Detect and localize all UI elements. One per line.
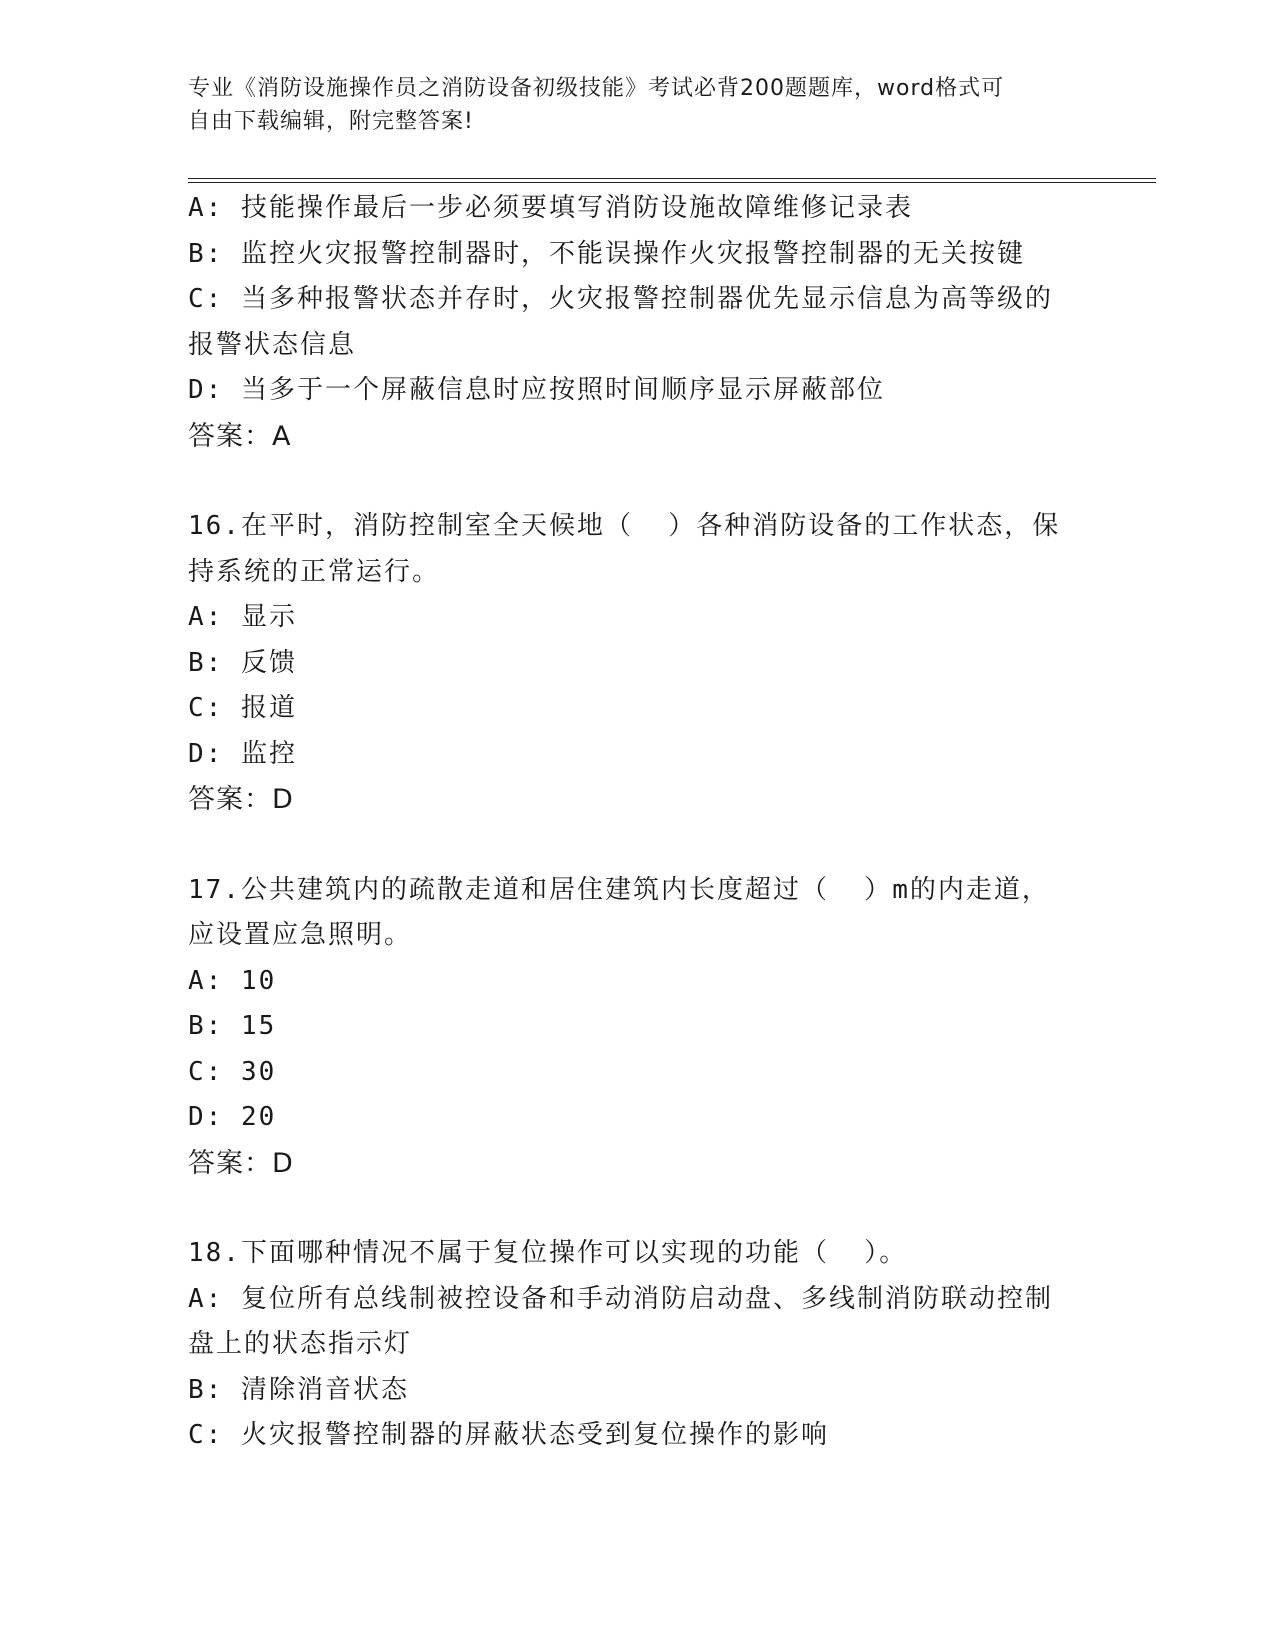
option-a: A: 技能操作最后一步必须要填写消防设施故障维修记录表: [188, 193, 913, 223]
option-c-continued: 报警状态信息: [188, 329, 357, 360]
answer: 答案：D: [188, 1147, 294, 1179]
header-divider: [188, 178, 1156, 183]
document-body: [188, 186, 1088, 1459]
header-line-1: 专业《消防设施操作员之消防设备初级技能》考试必背200题题库，word格式可: [188, 76, 1005, 101]
answer: 答案：D: [188, 784, 294, 815]
option-b: B: 15: [188, 1011, 277, 1041]
header-line-2: 自由下载编辑，附完整答案!: [188, 109, 474, 134]
option-c: C: 当多种报警状态并存时，火灾报警控制器优先显示信息为高等级的: [188, 284, 1053, 314]
option-d: D: 监控: [188, 738, 297, 769]
option-a-continued: 盘上的状态指示灯: [188, 1329, 413, 1359]
answer: 答案：A: [188, 420, 292, 452]
question-18: [188, 1231, 1088, 1459]
question-17: [188, 868, 1088, 1187]
question-stem-continued: 应设置应急照明。: [188, 920, 413, 950]
option-c: C: 火灾报警控制器的屏蔽状态受到复位操作的影响: [188, 1420, 829, 1450]
option-c: C: 报道: [188, 693, 297, 723]
question-stem-continued: 持系统的正常运行。: [188, 556, 441, 587]
question-16: [188, 504, 1088, 823]
option-c: C: 30: [188, 1056, 277, 1087]
question-stem: 17.公共建筑内的疏散走道和居住建筑内长度超过（ ）m的内走道，: [188, 874, 1050, 905]
option-d: D: 20: [188, 1102, 277, 1132]
question-stem: 18.下面哪种情况不属于复位操作可以实现的功能（ ）。: [188, 1238, 908, 1268]
option-b: B: 反馈: [188, 647, 297, 678]
option-d: D: 当多于一个屏蔽信息时应按照时间顺序显示屏蔽部位: [188, 375, 885, 405]
option-b: B: 监控火灾报警控制器时，不能误操作火灾报警控制器的无关按键: [188, 238, 1025, 269]
option-b: B: 清除消音状态: [188, 1374, 409, 1405]
question-stem: 16.在平时，消防控制室全天候地（ ）各种消防设备的工作状态，保: [188, 511, 1061, 541]
option-a: A: 10: [188, 965, 277, 996]
question-15-continued: [188, 186, 1088, 459]
option-a: A: 复位所有总线制被控设备和手动消防启动盘、多线制消防联动控制: [188, 1283, 1053, 1314]
document-header: [188, 72, 1068, 138]
option-a: A: 显示: [188, 602, 297, 632]
